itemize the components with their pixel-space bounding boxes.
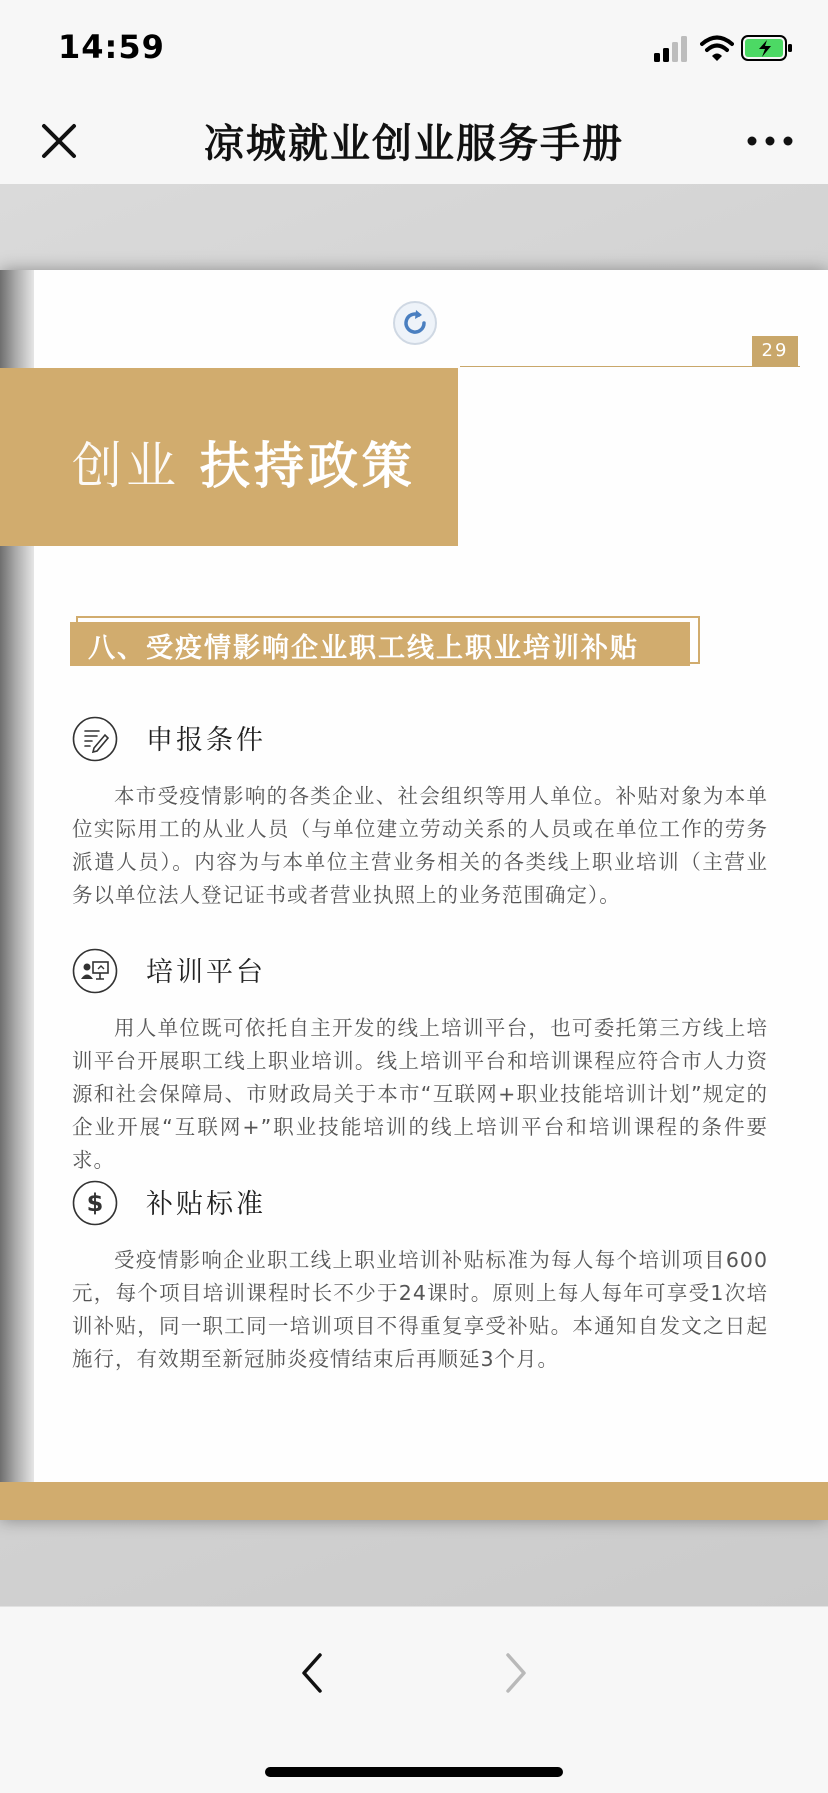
item-title-platform: 培训平台 bbox=[146, 957, 266, 988]
page-bottom-band bbox=[0, 1482, 828, 1520]
handbook-page bbox=[0, 270, 828, 1520]
item-text-application: 本市受疫情影响的各类企业、社会组织等用人单位。补贴对象为本单位实际用工的从业人员（与单位建立劳动关系的人员或在单位工作的劳务派遣人员）。内容为与本单位主营业务相关的各类线上职业培训（主营业务以单位法人登记证书或者营业执照上的业务范围确定）。 bbox=[72, 784, 768, 907]
chevron-right-icon[interactable] bbox=[492, 1645, 538, 1701]
page-title: 凉城就业创业服务手册 bbox=[204, 121, 624, 167]
chapter-banner bbox=[0, 368, 458, 546]
close-icon[interactable] bbox=[30, 112, 88, 170]
item-title-application: 申报条件 bbox=[146, 725, 266, 756]
navigation-bar bbox=[0, 92, 828, 184]
section-title: 八、受疫情影响企业职工线上职业培训补贴 bbox=[88, 633, 639, 664]
status-time: 14:59 bbox=[58, 28, 165, 66]
status-bar bbox=[0, 0, 828, 92]
header-rule bbox=[460, 366, 800, 367]
wifi-icon bbox=[700, 34, 734, 62]
document-edit-icon bbox=[72, 716, 118, 762]
chevron-left-icon[interactable] bbox=[290, 1645, 336, 1701]
more-dots-icon[interactable] bbox=[740, 112, 800, 170]
chapter-title-bold: 扶持政策 bbox=[199, 437, 416, 495]
dollar-icon bbox=[72, 1180, 118, 1226]
refresh-icon bbox=[392, 300, 438, 346]
document-viewer[interactable] bbox=[0, 184, 828, 1606]
chapter-title bbox=[72, 426, 416, 498]
item-text-platform: 用人单位既可依托自主开发的线上培训平台，也可委托第三方线上培训平台开展职工线上职业培训。线上培训平台和培训课程应符合市人力资源和社会保障局、市财政局关于本市“互联网+职业技能培训计划”规定的企业开展“互联网+”职业技能培训的线上培训平台和培训课程的条件要求。 bbox=[72, 1016, 768, 1172]
svg-text:$: $ bbox=[86, 1189, 104, 1217]
presenter-screen-icon bbox=[72, 948, 118, 994]
bottom-toolbar bbox=[0, 1606, 828, 1793]
battery-charging-icon bbox=[741, 34, 793, 62]
chapter-title-light: 创业 bbox=[72, 437, 180, 495]
section-header bbox=[70, 622, 690, 666]
item-text-subsidy: 受疫情影响企业职工线上职业培训补贴标准为每人每个培训项目600元，每个项目培训课程时长不少于24课时。原则上每人每年可享受1次培训补贴，同一职工同一培训项目不得重复享受补贴。本通知自发文之日起施行，有效期至新冠肺炎疫情结束后再顺延3个月。 bbox=[72, 1248, 768, 1371]
item-title-subsidy: 补贴标准 bbox=[146, 1189, 266, 1220]
cellular-signal-icon bbox=[654, 36, 690, 62]
page-number: 29 bbox=[752, 336, 798, 366]
home-indicator[interactable] bbox=[265, 1767, 563, 1777]
